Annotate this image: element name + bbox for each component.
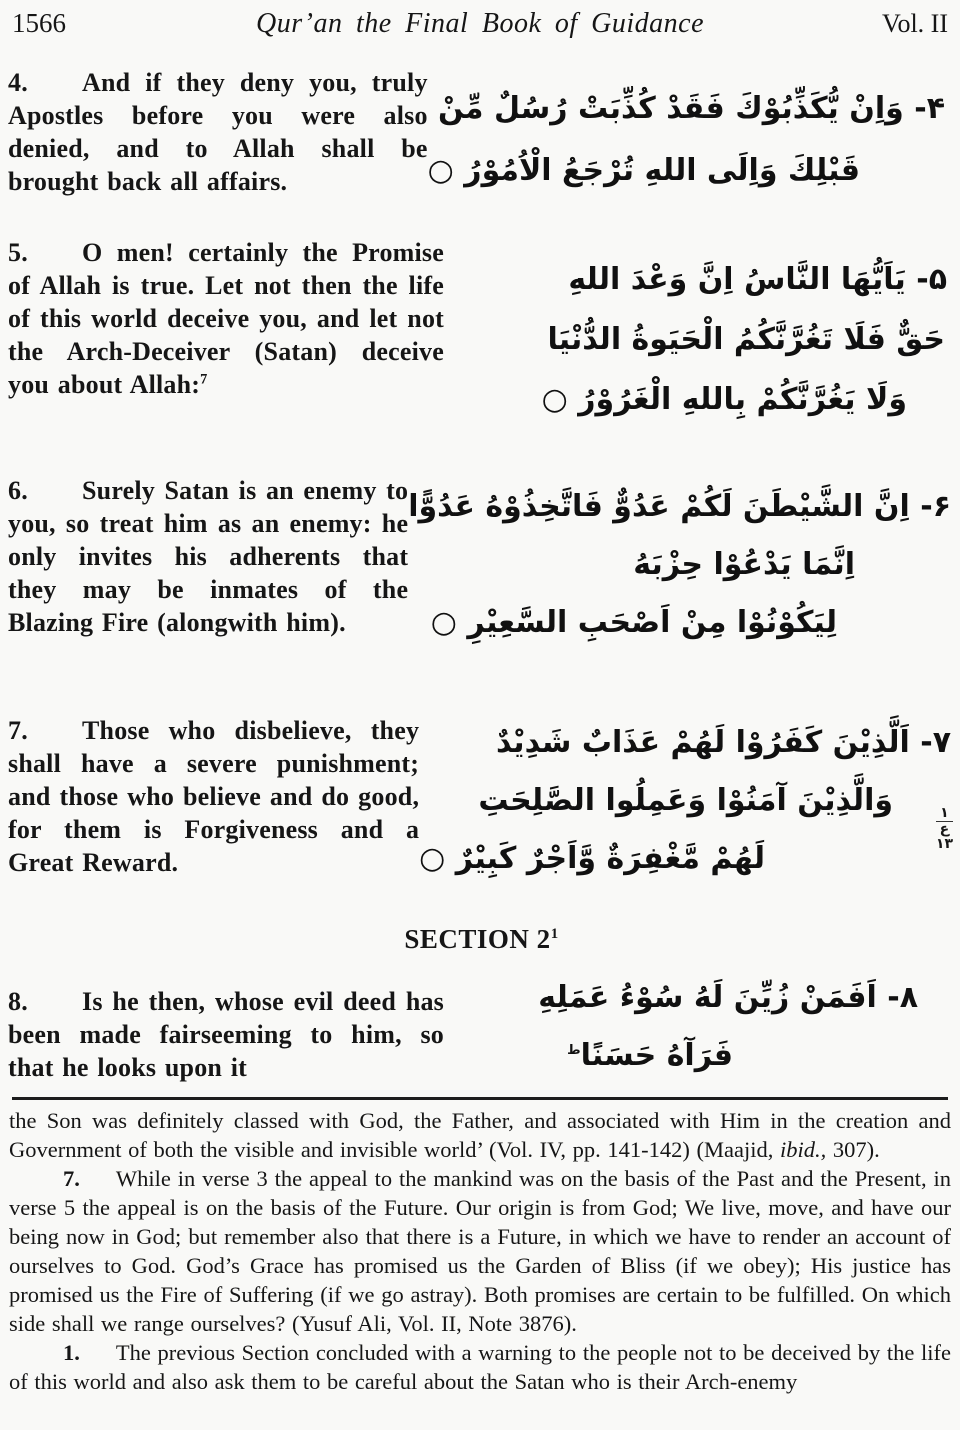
running-title: Qur’an the Final Book of Guidance xyxy=(255,8,704,39)
verse-6-english xyxy=(8,474,408,672)
ruku-number: ١ xyxy=(936,806,953,822)
verse-8-english xyxy=(8,969,444,1085)
footnote-reference-7: 7 xyxy=(200,371,208,388)
verse-4-number: 4. xyxy=(8,68,28,97)
footnote-7-text: While in verse 3 the appeal to the mankind was on the basis of the Past and the Present, in verse 5 the appeal is on the basis of the Future. Our origin is from God; We live, move, and have our being now in God; but remember also that there is a Future, in which we have to render an account of ourselves to God. God’s Grace has promised us the Garden of Bliss (if we obey); His justice has promised us the Fire of Suffering (if we go astray). Both promises are certain to be fulfilled. On which side shall we range ourselves? (Yusuf Ali, Vol. II, Note 3876). xyxy=(9,1166,951,1336)
verse-5-arabic xyxy=(444,236,955,434)
footnote-1-number: 1. xyxy=(63,1340,80,1365)
footnote-text: 307). xyxy=(826,1137,880,1162)
verse-7-text: Those who disbelieve, they shall have a severe punishment; and those who believe and do good, for them is Forgiveness and a Great Reward. xyxy=(8,716,420,877)
verse-4-text: And if they deny you, truly Apostles before you were also denied, and to Allah shall be brought back all affairs. xyxy=(8,68,428,196)
section-heading xyxy=(8,924,955,955)
arabic-line: ۷- اَلَّذِيْنَ كَفَرُوْا لَهُمْ عَذَابٌ شَدِيْدٌ xyxy=(495,725,951,760)
verse-row-8 xyxy=(8,969,955,1085)
verse-6-text: Surely Satan is an enemy to you, so treat him as an enemy: he only invites his adherents that they may be inmates of the Blazing Fire (alongwith him). xyxy=(8,476,409,637)
arabic-line: قَبْلِكَ وَاِلَى اللهِ تُرْجَعُ الْاُمُوْرُ ○ xyxy=(427,153,860,188)
arabic-line: اِنَّمَا يَدْعُوْا حِزْبَهُ xyxy=(633,547,855,582)
verse-row-6 xyxy=(8,474,955,672)
footnote-1 xyxy=(9,1338,951,1396)
footnote-7 xyxy=(9,1164,951,1338)
arabic-line: لَهُمْ مَّغْفِرَةٌ وَّاَجْرٌ كَبِيْرٌ ○ xyxy=(419,841,765,876)
verse-5-number: 5. xyxy=(8,238,28,267)
footnote-7-number: 7. xyxy=(63,1166,80,1191)
page-header xyxy=(0,0,960,40)
verse-7-english xyxy=(8,714,419,888)
ruku-ain-glyph: ع xyxy=(939,821,950,837)
volume-label: Vol. II xyxy=(882,9,948,38)
footnote-text: the Son was definitely classed with God, the Father, and associated with Him in the creation and Government of both the visible and invisible world’ (Vol. IV, pp. 141-142) (Maajid, xyxy=(9,1108,951,1162)
verse-row-7 xyxy=(8,714,955,888)
arabic-line: ۵- يَاَيُّهَا النَّاسُ اِنَّ وَعْدَ اللهِ xyxy=(568,262,947,297)
verse-4-english xyxy=(8,66,428,204)
verse-row-4 xyxy=(8,66,955,204)
ruku-verse-count: ١٣ xyxy=(935,836,953,852)
waqf-mark: ط xyxy=(567,1043,581,1058)
footnote-1-text: The previous Section concluded with a warning to the people not to be deceived by the life of this world and also ask them to be careful about the Satan who is their Arch-enemy xyxy=(9,1340,951,1394)
verse-6-paragraph xyxy=(8,474,408,639)
verse-row-5 xyxy=(8,236,955,434)
verse-8-arabic xyxy=(444,969,955,1085)
verse-8-paragraph xyxy=(8,985,444,1084)
arabic-line: ۸- اَفَمَنْ زُيِّنَ لَهُ سُوْءُ عَمَلِهِ xyxy=(538,980,918,1015)
footnote-reference-1: 1 xyxy=(550,926,559,942)
arabic-line: ۶- اِنَّ الشَّيْطَنَ لَكُمْ عَدُوٌّ فَاتَّخِذُوْهُ عَدُوًّا xyxy=(408,489,951,524)
arabic-line xyxy=(444,1027,955,1085)
arabic-line-text: فَرَآهُ حَسَنًا xyxy=(580,1038,733,1073)
section-label: SECTION 2 xyxy=(404,924,551,954)
arabic-line: حَقٌّ فَلَا تَغُرَّنَّكُمُ الْحَيَوةُ الدُّنْيَا xyxy=(547,322,945,357)
footnote-italic-ibid: ibid., xyxy=(780,1137,827,1162)
verse-7-number: 7. xyxy=(8,716,28,745)
verse-6-number: 6. xyxy=(8,476,28,505)
verse-8-number: 8. xyxy=(8,987,28,1016)
verse-4-paragraph xyxy=(8,66,428,198)
verse-5-text: O men! certainly the Promise of Allah is true. Let not then the life of this world deceive you, and let not the Arch-Deceiver (Satan) deceive you about Allah: xyxy=(8,238,444,399)
arabic-line: لِيَكُوْنُوْا مِنْ اَصْحَبِ السَّعِيْرِ ○ xyxy=(430,605,837,640)
verse-8-text: Is he then, whose evil deed has been made fairseeming to him, so that he looks upon it xyxy=(8,987,444,1082)
verse-6-arabic xyxy=(408,474,955,672)
verse-7-paragraph xyxy=(8,714,419,879)
footnote-divider xyxy=(12,1097,948,1100)
verse-4-arabic xyxy=(428,66,955,204)
arabic-line: وَلَا يَغُرَّنَّكُمْ بِاللهِ الْغَرُوْرُ ○ xyxy=(541,382,907,417)
footnote-area xyxy=(0,1097,960,1396)
verse-5-english xyxy=(8,236,444,434)
page-body xyxy=(0,66,960,1085)
arabic-line: وَالَّذِيْنَ آمَنُوْا وَعَمِلُوا الصَّلِحَتِ xyxy=(478,783,893,818)
ruku-marker xyxy=(936,806,953,852)
page-number: 1566 xyxy=(12,8,66,38)
verse-7-arabic xyxy=(419,714,955,888)
verse-5-paragraph xyxy=(8,236,444,401)
footnote-continuation xyxy=(9,1106,951,1164)
arabic-line: ۴- وَاِنْ يُّكَذِّبُوْكَ فَقَدْ كُذِّبَتْ رُسُلٌ مِّنْ xyxy=(437,91,945,126)
